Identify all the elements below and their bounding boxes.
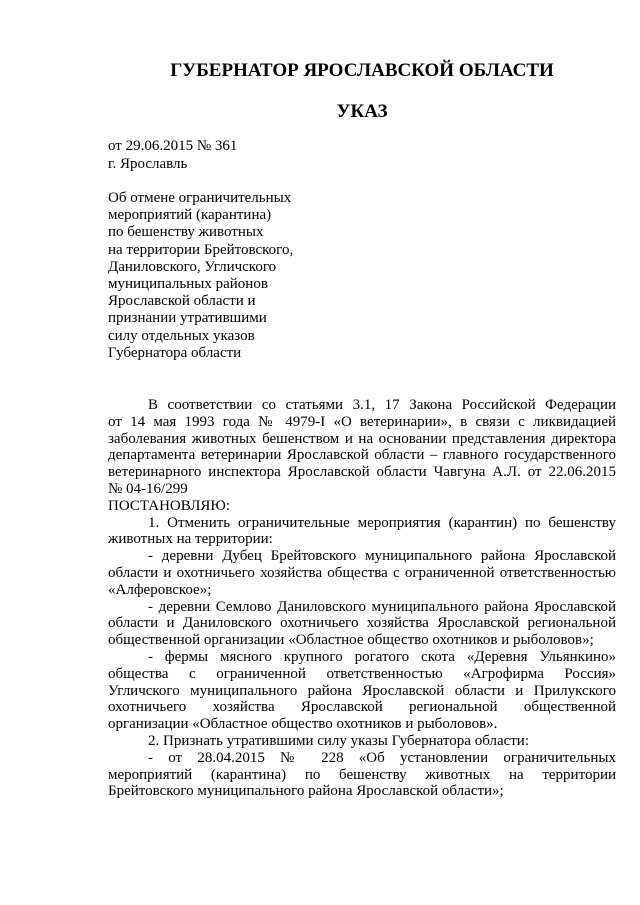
body-line: от 14 мая 1993 года № 4979-I «О ветеринарии», в связи с ликвидацией xyxy=(108,413,616,430)
body-line: ветеринарного инспектора Ярославской области Чавгуна А.Л. от 22.06.2015 xyxy=(108,464,616,481)
subject-line: на территории Брейтовского, xyxy=(108,241,294,258)
subject-line: силу отдельных указов xyxy=(108,327,255,344)
body-line: мероприятий (карантина) по бешенству животных на территории xyxy=(108,766,616,783)
body-line: области и Даниловского охотничьего хозяйства Ярославской региональной xyxy=(108,615,616,632)
item-1 xyxy=(108,515,616,549)
document-title: ГУБЕРНАТОР ЯРОСЛАВСКОЙ ОБЛАСТИ xyxy=(170,60,554,81)
item-2-sub-1 xyxy=(108,750,616,800)
subject-line: Ярославской области и xyxy=(108,293,256,310)
item-1-sub-1 xyxy=(108,548,616,598)
body-line: заболевания животных бешенством и на основании представления директора xyxy=(108,430,616,447)
document-meta xyxy=(108,137,237,173)
document-type: УКАЗ xyxy=(336,101,388,122)
body-line: общественной организации «Областное общество охотников и рыболовов»; xyxy=(108,632,594,649)
subject-line: Об отмене ограничительных xyxy=(108,190,292,206)
body-line: 2. Признать утратившими силу указы Губернатора области: xyxy=(148,732,530,749)
date-number: от 29.06.2015 № 361 xyxy=(108,138,238,154)
body-line: № 04-16/299 xyxy=(108,480,188,497)
body-line: - деревни Дубец Брейтовского муниципального района Ярославской xyxy=(148,548,616,565)
item-2 xyxy=(108,733,616,750)
preamble-paragraph xyxy=(108,397,616,498)
subject-line: признании утратившими xyxy=(108,310,267,327)
body-line: В соответствии со статьями 3.1, 17 Закона Российской Федерации xyxy=(148,397,616,413)
document-subject xyxy=(108,190,293,362)
subject-line: Губернатора области xyxy=(108,344,242,361)
subject-line: муниципальных районов xyxy=(108,276,268,293)
body-line: охотничьего хозяйства Ярославской региональной общественной xyxy=(108,699,616,716)
subject-line: по бешенству животных xyxy=(108,224,264,241)
body-line: Угличского муниципального района Ярославской области и Прилукского xyxy=(108,682,616,699)
subject-line: Даниловского, Угличского xyxy=(108,258,277,275)
decree-word: ПОСТАНОВЛЯЮ: xyxy=(108,497,230,514)
document-body xyxy=(108,397,616,800)
city: г. Ярославль xyxy=(108,156,188,172)
body-line: - фермы мясного крупного рогатого скота «Деревня Ульянкино» xyxy=(148,648,616,665)
body-line: организации «Областное общество охотников и рыболовов». xyxy=(108,716,498,733)
body-line: общества с ограниченной ответственностью «Агрофирма Россия» xyxy=(108,665,616,682)
body-line: 1. Отменить ограничительные мероприятия (карантин) по бешенству xyxy=(148,514,616,531)
body-line: «Алферовское»; xyxy=(108,581,212,598)
body-line: - деревни Семлово Даниловского муниципального района Ярославской xyxy=(148,598,616,615)
body-line: - от 28.04.2015 № 228 «Об установлении ограничительных xyxy=(148,749,616,766)
body-line: департамента ветеринарии Ярославской области – главного государственного xyxy=(108,447,616,464)
body-line: животных на территории: xyxy=(108,531,273,548)
body-line: Брейтовского муниципального района Ярославской области»; xyxy=(108,783,504,800)
item-1-sub-2 xyxy=(108,599,616,649)
body-line: области и охотничьего хозяйства общества с ограниченной ответственностью xyxy=(108,564,616,581)
subject-line: мероприятий (карантина) xyxy=(108,207,272,224)
item-1-sub-3 xyxy=(108,649,616,733)
